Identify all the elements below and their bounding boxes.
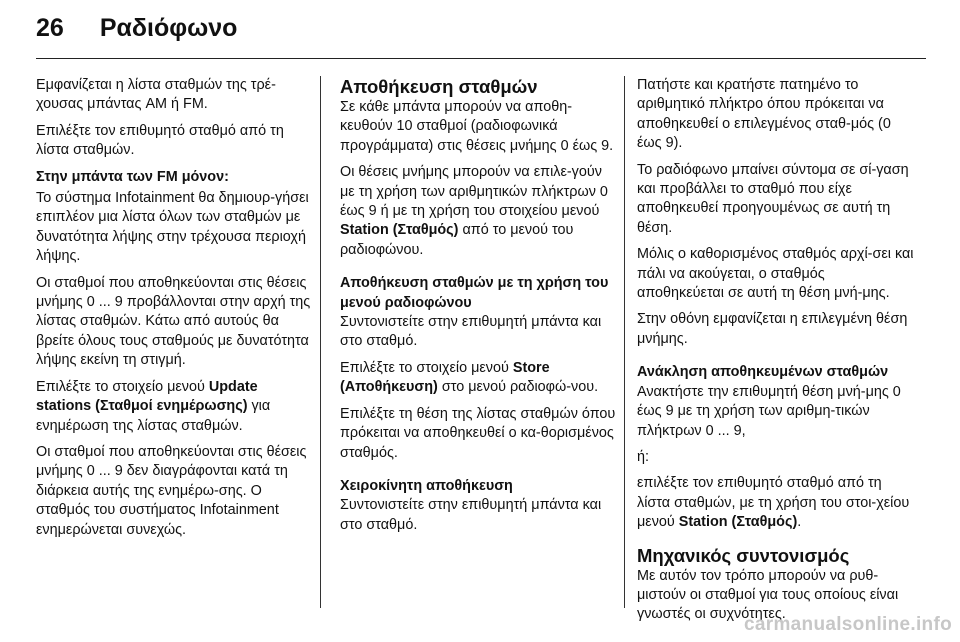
paragraph: Συντονιστείτε στην επιθυμητή μπάντα και στο σταθμό. [340,497,602,533]
page-header [36,14,926,56]
paragraph [340,163,617,260]
paragraph: Στην οθόνη εμφανίζεται η επιλεγμένη θέση μνήμης. [637,311,908,347]
paragraph: Συντονιστείτε στην επιθυμητή μπάντα και στο σταθμό. [340,314,602,350]
text: στο μενού ραδιοφώ-νου. [437,379,599,396]
text: Επιλέξτε το στοιχείο μενού [340,359,513,376]
column-divider [624,76,625,608]
text: Επιλέξτε το στοιχείο μενού [36,378,209,395]
paragraph: Το ραδιόφωνο μπαίνει σύντομα σε σί-γαση και προβάλλει το σταθμό που είχε αποθηκευθεί προηγουμένως σε αυτή τη θέση. [637,161,909,236]
paragraph: Πατήστε και κρατήστε πατημένο το αριθμητικό πλήκτρο όπου πρόκειται να αποθηκευθεί ο επιλεγμένος σταθ-μός (0 έως 9). [637,77,891,152]
menu-item-store: Store (Αποθήκευση) [340,359,550,396]
paragraph: Επιλέξτε τη θέση της λίστας σταθμών όπου πρόκειται να αποθηκευθεί ο κα-θορισμένος σταθμός. [340,405,616,461]
text: . [797,514,802,531]
column-1 [36,76,313,547]
fm-only-heading: Στην μπάντα των FM μόνον: [36,168,229,185]
paragraph: Ανακτήστε την επιθυμητή θέση μνή-μης 0 έως 9 με τη χρήση των αριθμη-τικών πλήκτρων 0 ... 9, [637,383,901,439]
paragraph: ή: [637,448,650,465]
paragraph: Με αυτόν τον τρόπο μπορούν να ρυθ-μιστούν οι σταθμοί για τους οποίους είναι γνωστές οι συχνότητες. [637,567,899,623]
column-3 [637,76,914,632]
paragraph: Μόλις ο καθορισμένος σταθμός αρχί-σει και πάλι να ακούγεται, ο σταθμός αποθηκεύεται σε αυτή τη θέση μνή-μης. [637,246,914,302]
menu-item-update-stations: Update stations (Σταθμοί ενημέρωσης) [36,378,258,415]
column-2 [340,76,617,542]
page-number: 26 [36,14,64,42]
paragraph: Το σύστημα Infotainment θα δημιουρ-γήσει επιπλέον μια λίστα όλων των σταθμών με δυνατότητα λήψης στην τρέχουσα περιοχή λήψης. [36,190,309,265]
section-heading-manual-tuning: Μηχανικός συντονισμός [637,544,850,566]
paragraph: Οι σταθμοί που αποθηκεύονται στις θέσεις μνήμης 0 ... 9 προβάλλονται στην αρχή της λίστας σταθμών. Κάτω από αυτούς θα βρείτε όλους τους σταθμούς με δυνατότητα λήψης εκείνη τη στιγμή. [36,274,311,369]
subheading-manual-store: Χειροκίνητη αποθήκευση [340,477,513,494]
text: από το μενού του ραδιοφώνου. [340,222,574,258]
column-divider [320,76,321,608]
text: Οι θέσεις μνήμης μπορούν να επιλε-γούν με τη χρήση των αριθμητικών πλήκτρων 0 έως 9 ή με τη χρήση του στοιχείου μενού [340,164,608,220]
paragraph: Οι σταθμοί που αποθηκεύονται στις θέσεις μνήμης 0 ... 9 δεν διαγράφονται κατά τη διάρκεια αυτής της ενημέρω-σης. Ο σταθμός του συστήματος Infotainment ενημερώνεται συνεχώς. [36,443,307,538]
page-title: Ραδιόφωνο [99,14,238,42]
text: για ενημέρωση της λίστας σταθμών. [36,398,271,434]
paragraph [637,474,914,532]
watermark: carmanualsonline.info [744,614,952,635]
paragraph: Εμφανίζεται η λίστα σταθμών της τρέ-χουσας μπάντας AM ή FM. [36,77,276,113]
menu-item-station: Station (Σταθμός) [340,222,459,239]
paragraph [36,378,313,436]
subheading-store-via-menu: Αποθήκευση σταθμών με τη χρήση του μενού ραδιοφώνου [340,275,609,311]
paragraph: Σε κάθε μπάντα μπορούν να αποθη-κευθούν 10 σταθμοί (ραδιοφωνικά προγράμματα) στις θέσεις μνήμης 0 έως 9. [340,99,614,154]
paragraph [340,359,617,398]
subheading-recall-stations: Ανάκληση αποθηκευμένων σταθμών [637,364,889,381]
section-heading-store-stations: Αποθήκευση σταθμών [340,76,538,97]
text: επιλέξτε τον επιθυμητό σταθμό από τη λίστα σταθμών, με τη χρήση του στοι-χείου μενού [637,475,910,531]
menu-item-station: Station (Σταθμός) [678,514,798,531]
header-rule [36,58,926,59]
paragraph: Επιλέξτε τον επιθυμητό σταθμό από τη λίστα σταθμών. [36,122,284,159]
